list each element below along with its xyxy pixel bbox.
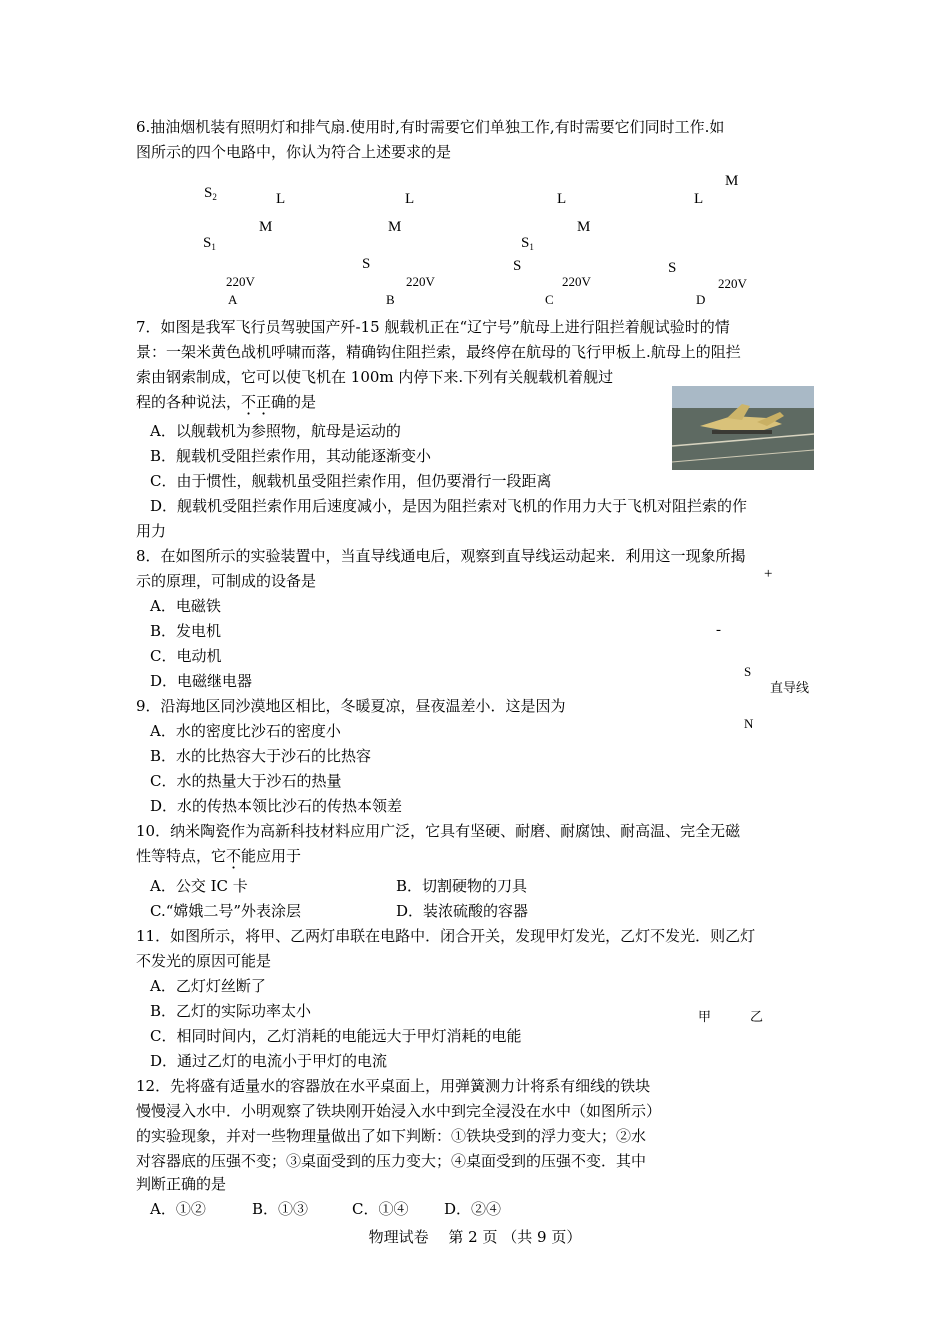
emphasis-bu: 不 [241,393,257,411]
label-option-a: A [228,292,238,307]
label-s1-a: $S_1$ [203,235,216,252]
label-m-a: M [259,219,273,235]
label-220v-a: 220V [226,274,255,289]
q12-option-a: A．①② [150,1200,206,1218]
label-straight-wire: 直导线 [770,680,810,695]
label-l-b: L [405,191,415,207]
q11-option-d: D．通过乙灯的电流小于甲灯的电流 [150,1052,388,1070]
q6-line-2: 图所示的四个电路中，你认为符合上述要求的是 [136,143,452,161]
q9-option-d: D．水的传热本领比沙石的传热本领差 [150,797,403,815]
q8-option-d: D．电磁继电器 [150,672,253,690]
q12-option-d: D．②④ [444,1200,502,1218]
q12-option-c: C．①④ [352,1200,409,1218]
label-option-d: D [696,292,706,307]
q6-line-1: 6.抽油烟机装有照明灯和排气扇.使用时,有时需要它们单独工作,有时需要它们同时工作.如 [136,118,725,136]
page-footer: 物理试卷 第 2 页 （共 9 页） [368,1228,582,1246]
q11-option-a: A．乙灯灯丝断了 [150,977,266,995]
q8-line-2: 示的原理，可制成的设备是 [136,572,317,590]
aircraft-carrier-photo [672,386,814,470]
q7-line-2: 景：一架米黄色战机呼啸而落，精确钩住阻拦索，最终停在航母的飞行甲板上.航母上的阻拦 [136,343,741,361]
q11-line-1: 11．如图所示，将甲、乙两灯串联在电路中．闭合开关，发现甲灯发光，乙灯不发光．则乙灯 [136,927,756,945]
q8-option-a: A．电磁铁 [150,597,221,615]
q10-option-b: B．切割硬物的刀具 [396,877,528,895]
q11-option-b: B．乙灯的实际功率太小 [150,1002,312,1020]
q7-option-d: D．舰载机受阻拦索作用后速度减小，是因为阻拦索对飞机的作用力大于飞机对阻拦索的作 [150,497,748,515]
label-south-pole: S [744,664,752,679]
q8-option-c: C．电动机 [150,647,222,665]
label-s2: $S_2$ [204,185,217,202]
q12-line-5: 判断正确的是 [136,1175,227,1193]
label-lamp-yi: 乙 [750,1010,764,1025]
label-l-c: L [557,191,567,207]
q9-option-b: B．水的比热容大于沙石的比热容 [150,747,372,765]
label-s-b: S [362,256,371,272]
q7-line-3: 索由钢索制成，它可以使飞机在 100m 内停下来.下列有关舰载机着舰过 [136,368,614,386]
label-220v-c: 220V [562,274,591,289]
label-plus: + [764,566,773,582]
label-220v-d: 220V [718,276,747,291]
label-s-d: S [668,260,677,276]
q10-line-2: 性等特点，它不能应用于 [136,847,302,865]
label-option-c: C [545,292,554,307]
label-s-c: S [513,258,522,274]
label-s1-c: $S_1$ [521,235,534,252]
q9-line-1: 9．沿海地区同沙漠地区相比，冬暖夏凉，昼夜温差小．这是因为 [136,697,566,715]
q10-option-d: D．装浓硫酸的容器 [396,902,529,920]
q7-option-d-cont: 用力 [136,522,167,540]
q8-option-b: B．发电机 [150,622,222,640]
q7-option-c: C．由于惯性，舰载机虽受阻拦索作用，但仍要滑行一段距离 [150,472,552,490]
emphasis-bu-2: 不 [226,847,242,865]
q7-option-b: B．舰载机受阻拦索作用，其动能逐渐变小 [150,447,432,465]
q12-option-b: B．①③ [252,1200,309,1218]
q12-line-4: 对容器底的压强不变；③桌面受到的压力变大；④桌面受到的压强不变．其中 [136,1152,647,1170]
label-option-b: B [386,292,395,307]
label-l-d: L [694,191,704,207]
emphasis-zheng: 正 [256,393,272,411]
q9-option-c: C．水的热量大于沙石的热量 [150,772,342,790]
q12-line-1: 12．先将盛有适量水的容器放在水平桌面上，用弹簧测力计将系有细线的铁块 [136,1077,651,1095]
label-m-c: M [577,219,591,235]
q10-line-1: 10．纳米陶瓷作为高新科技材料应用广泛，它具有坚硬、耐磨、耐腐蚀、耐高温、完全无磁 [136,822,741,840]
label-lamp-jia: 甲 [698,1010,712,1025]
q7-line-4: 程的各种说法，不正确的是 [136,393,317,411]
q12-line-2: 慢慢浸入水中．小明观察了铁块刚开始浸入水中到完全浸没在水中（如图所示） [136,1102,662,1120]
q8-line-1: 8．在如图所示的实验装置中，当直导线通电后，观察到直导线运动起来．利用这一现象所揭 [136,547,746,565]
q10-option-a: A．公交 IC 卡 [150,877,248,895]
q7-line-1: 7．如图是我军飞行员驾驶国产歼-15 舰载机正在“辽宁号”航母上进行阻拦着舰试验时的情 [136,318,730,336]
label-m-b: M [388,219,402,235]
label-220v-b: 220V [406,274,435,289]
label-north-pole: N [744,716,754,731]
label-l-a: L [276,191,286,207]
q11-option-c: C．相同时间内，乙灯消耗的电能远大于甲灯消耗的电能 [150,1027,522,1045]
q10-option-c: C.“嫦娥二号”外表涂层 [150,902,302,920]
q11-line-2: 不发光的原因可能是 [136,952,272,970]
q12-line-3: 的实验现象，并对一些物理量做出了如下判断：①铁块受到的浮力变大；②水 [136,1127,647,1145]
label-m-d: M [725,173,739,189]
label-minus: - [716,622,721,638]
q7-option-a: A．以舰载机为参照物，航母是运动的 [150,422,401,440]
q9-option-a: A．水的密度比沙石的密度小 [150,722,341,740]
